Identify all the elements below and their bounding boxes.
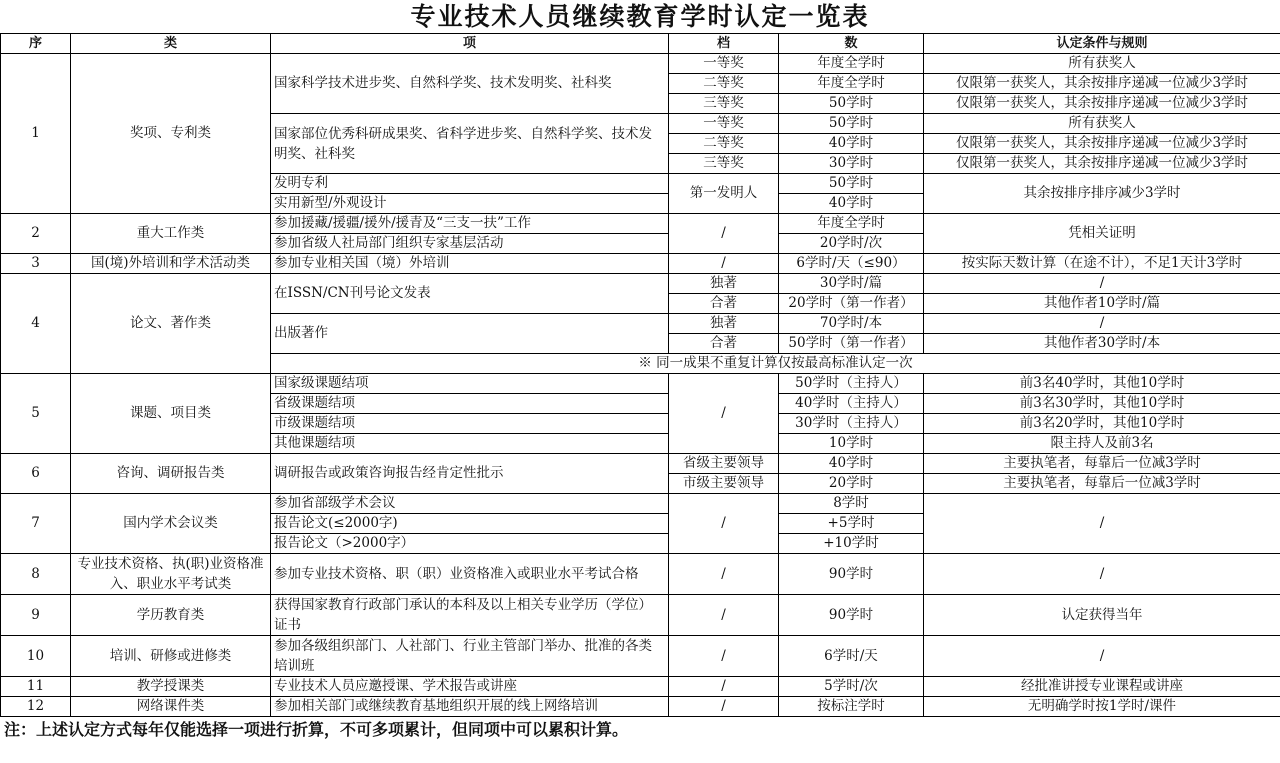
seq-cell: 7 [1,494,71,554]
footnote: 注：上述认定方式每年仅能选择一项进行折算，不可多项累计，但同项中可以累积计算。 [4,720,629,739]
category-cell: 国(境)外培训和学术活动类 [71,254,271,274]
table-row [1,554,1280,595]
rule-cell: 经批准讲授专业课程或讲座 [924,677,1280,697]
header-rule: 认定条件与规则 [924,34,1280,54]
hours-cell: 5学时/次 [779,677,924,697]
item-cell: 市级课题结项 [271,414,669,434]
hours-cell: 30学时 [779,154,924,174]
header-hours: 数 [779,34,924,54]
item-cell: 参加相关部门或继续教育基地组织开展的线上网络培训 [271,697,669,717]
seq-cell: 8 [1,554,71,595]
grade-cell: 一等奖 [669,114,779,134]
rule-cell: 所有获奖人 [924,54,1280,74]
item-cell: 调研报告或政策咨询报告经肯定性批示 [271,454,669,494]
grade-cell: 独著 [669,274,779,294]
item-cell: 获得国家教育行政部门承认的本科及以上相关专业学历（学位）证书 [271,595,669,636]
hours-cell: +5学时 [779,514,924,534]
rule-cell: 主要执笔者，每靠后一位减3学时 [924,454,1280,474]
rule-cell: / [924,274,1280,294]
category-cell: 学历教育类 [71,595,271,636]
dedup-note: ※ 同一成果不重复计算仅按最高标准认定一次 [271,354,1280,374]
item-cell: 发明专利 [271,174,669,194]
rule-cell: / [924,314,1280,334]
hours-cell: 50学时 [779,174,924,194]
rule-cell: 仅限第一获奖人，其余按排序递减一位减少3学时 [924,74,1280,94]
grade-cell: / [669,677,779,697]
seq-cell: 1 [1,54,71,214]
hours-cell: 年度全学时 [779,74,924,94]
grade-cell: / [669,595,779,636]
rule-cell: 前3名20学时，其他10学时 [924,414,1280,434]
grade-cell: 一等奖 [669,54,779,74]
table-row [1,254,1280,274]
hours-cell: 90学时 [779,554,924,595]
rule-cell: 认定获得当年 [924,595,1280,636]
item-cell: 参加省部级学术会议 [271,494,669,514]
item-cell: 参加各级组织部门、人社部门、行业主管部门举办、批准的各类培训班 [271,636,669,677]
rule-cell: / [924,636,1280,677]
header-category: 类 [71,34,271,54]
seq-cell: 6 [1,454,71,494]
table-row [1,636,1280,677]
header-row [1,34,1280,54]
rule-cell: 其余按排序排序减少3学时 [924,174,1280,214]
header-grade: 档 [669,34,779,54]
rule-cell: 主要执笔者，每靠后一位减3学时 [924,474,1280,494]
seq-cell: 5 [1,374,71,454]
item-cell: 参加专业相关国（境）外培训 [271,254,669,274]
hours-cell: 70学时/本 [779,314,924,334]
credit-table [0,33,1280,717]
hours-cell: 按标注学时 [779,697,924,717]
table-row [1,494,1280,514]
seq-cell: 12 [1,697,71,717]
seq-cell: 10 [1,636,71,677]
category-cell: 咨询、调研报告类 [71,454,271,494]
hours-cell: 50学时（第一作者） [779,334,924,354]
hours-cell: 50学时 [779,114,924,134]
grade-cell: / [669,374,779,454]
rule-cell: 其他作者10学时/篇 [924,294,1280,314]
hours-cell: 50学时（主持人） [779,374,924,394]
item-cell: 在ISSN/CN刊号论文发表 [271,274,669,314]
seq-cell: 2 [1,214,71,254]
category-cell: 重大工作类 [71,214,271,254]
rule-cell: 前3名40学时，其他10学时 [924,374,1280,394]
item-cell: 专业技术人员应邀授课、学术报告或讲座 [271,677,669,697]
page-title: 专业技术人员继续教育学时认定一览表 [410,2,870,31]
item-cell: 其他课题结项 [271,434,669,454]
hours-cell: 年度全学时 [779,214,924,234]
item-cell: 参加专业技术资格、职（职）业资格准入或职业水平考试合格 [271,554,669,595]
item-cell: 参加省级人社局部门组织专家基层活动 [271,234,669,254]
item-cell: 报告论文（>2000字） [271,534,669,554]
rule-cell: 限主持人及前3名 [924,434,1280,454]
table-row [1,697,1280,717]
rule-cell: 仅限第一获奖人，其余按排序递减一位减少3学时 [924,154,1280,174]
hours-cell: 10学时 [779,434,924,454]
grade-cell: 合著 [669,294,779,314]
grade-cell: 合著 [669,334,779,354]
hours-cell: 20学时（第一作者） [779,294,924,314]
hours-cell: 30学时/篇 [779,274,924,294]
hours-cell: 8学时 [779,494,924,514]
header-seq: 序 [1,34,71,54]
item-cell: 报告论文(≤2000字) [271,514,669,534]
rule-cell: / [924,554,1280,595]
grade-cell: / [669,494,779,554]
grade-cell: 市级主要领导 [669,474,779,494]
hours-cell: 40学时（主持人） [779,394,924,414]
category-cell: 论文、著作类 [71,274,271,374]
category-cell: 国内学术会议类 [71,494,271,554]
rule-cell: 所有获奖人 [924,114,1280,134]
seq-cell: 9 [1,595,71,636]
grade-cell: / [669,214,779,254]
grade-cell: 二等奖 [669,74,779,94]
category-cell: 奖项、专利类 [71,54,271,214]
rule-cell: 凭相关证明 [924,214,1280,254]
hours-cell: 90学时 [779,595,924,636]
category-cell: 网络课件类 [71,697,271,717]
hours-cell: 6学时/天 [779,636,924,677]
seq-cell: 4 [1,274,71,374]
grade-cell: / [669,697,779,717]
seq-cell: 3 [1,254,71,274]
hours-cell: 20学时 [779,474,924,494]
seq-cell: 11 [1,677,71,697]
header-item: 项 [271,34,669,54]
item-cell: 出版著作 [271,314,669,354]
item-cell: 参加援藏/援疆/援外/援青及“三支一扶”工作 [271,214,669,234]
grade-cell: 三等奖 [669,154,779,174]
hours-cell: 6学时/天（≤90） [779,254,924,274]
grade-cell: / [669,254,779,274]
table-row [1,595,1280,636]
table-row [1,454,1280,474]
hours-cell: 40学时 [779,194,924,214]
hours-cell: 40学时 [779,454,924,474]
grade-cell: 二等奖 [669,134,779,154]
rule-cell: 仅限第一获奖人，其余按排序递减一位减少3学时 [924,134,1280,154]
rule-cell: / [924,494,1280,554]
grade-cell: / [669,554,779,595]
item-cell: 国家部位优秀科研成果奖、省科学进步奖、自然科学奖、技术发明奖、社科奖 [271,114,669,174]
grade-cell: 三等奖 [669,94,779,114]
grade-cell: / [669,636,779,677]
grade-cell: 独著 [669,314,779,334]
table-row [1,274,1280,294]
hours-cell: 年度全学时 [779,54,924,74]
table-row [1,54,1280,74]
rule-cell: 按实际天数计算（在途不计），不足1天计3学时 [924,254,1280,274]
hours-cell: +10学时 [779,534,924,554]
rule-cell: 仅限第一获奖人，其余按排序递减一位减少3学时 [924,94,1280,114]
grade-cell: 第一发明人 [669,174,779,214]
table-row [1,374,1280,394]
rule-cell: 无明确学时按1学时/课件 [924,697,1280,717]
table-row [1,214,1280,234]
category-cell: 教学授课类 [71,677,271,697]
category-cell: 专业技术资格、执(职)业资格准入、职业水平考试类 [71,554,271,595]
hours-cell: 40学时 [779,134,924,154]
rule-cell: 前3名30学时，其他10学时 [924,394,1280,414]
table-row [1,677,1280,697]
category-cell: 课题、项目类 [71,374,271,454]
item-cell: 省级课题结项 [271,394,669,414]
item-cell: 国家级课题结项 [271,374,669,394]
item-cell: 国家科学技术进步奖、自然科学奖、技术发明奖、社科奖 [271,54,669,114]
hours-cell: 30学时（主持人） [779,414,924,434]
category-cell: 培训、研修或进修类 [71,636,271,677]
grade-cell: 省级主要领导 [669,454,779,474]
item-cell: 实用新型/外观设计 [271,194,669,214]
hours-cell: 20学时/次 [779,234,924,254]
hours-cell: 50学时 [779,94,924,114]
rule-cell: 其他作者30学时/本 [924,334,1280,354]
